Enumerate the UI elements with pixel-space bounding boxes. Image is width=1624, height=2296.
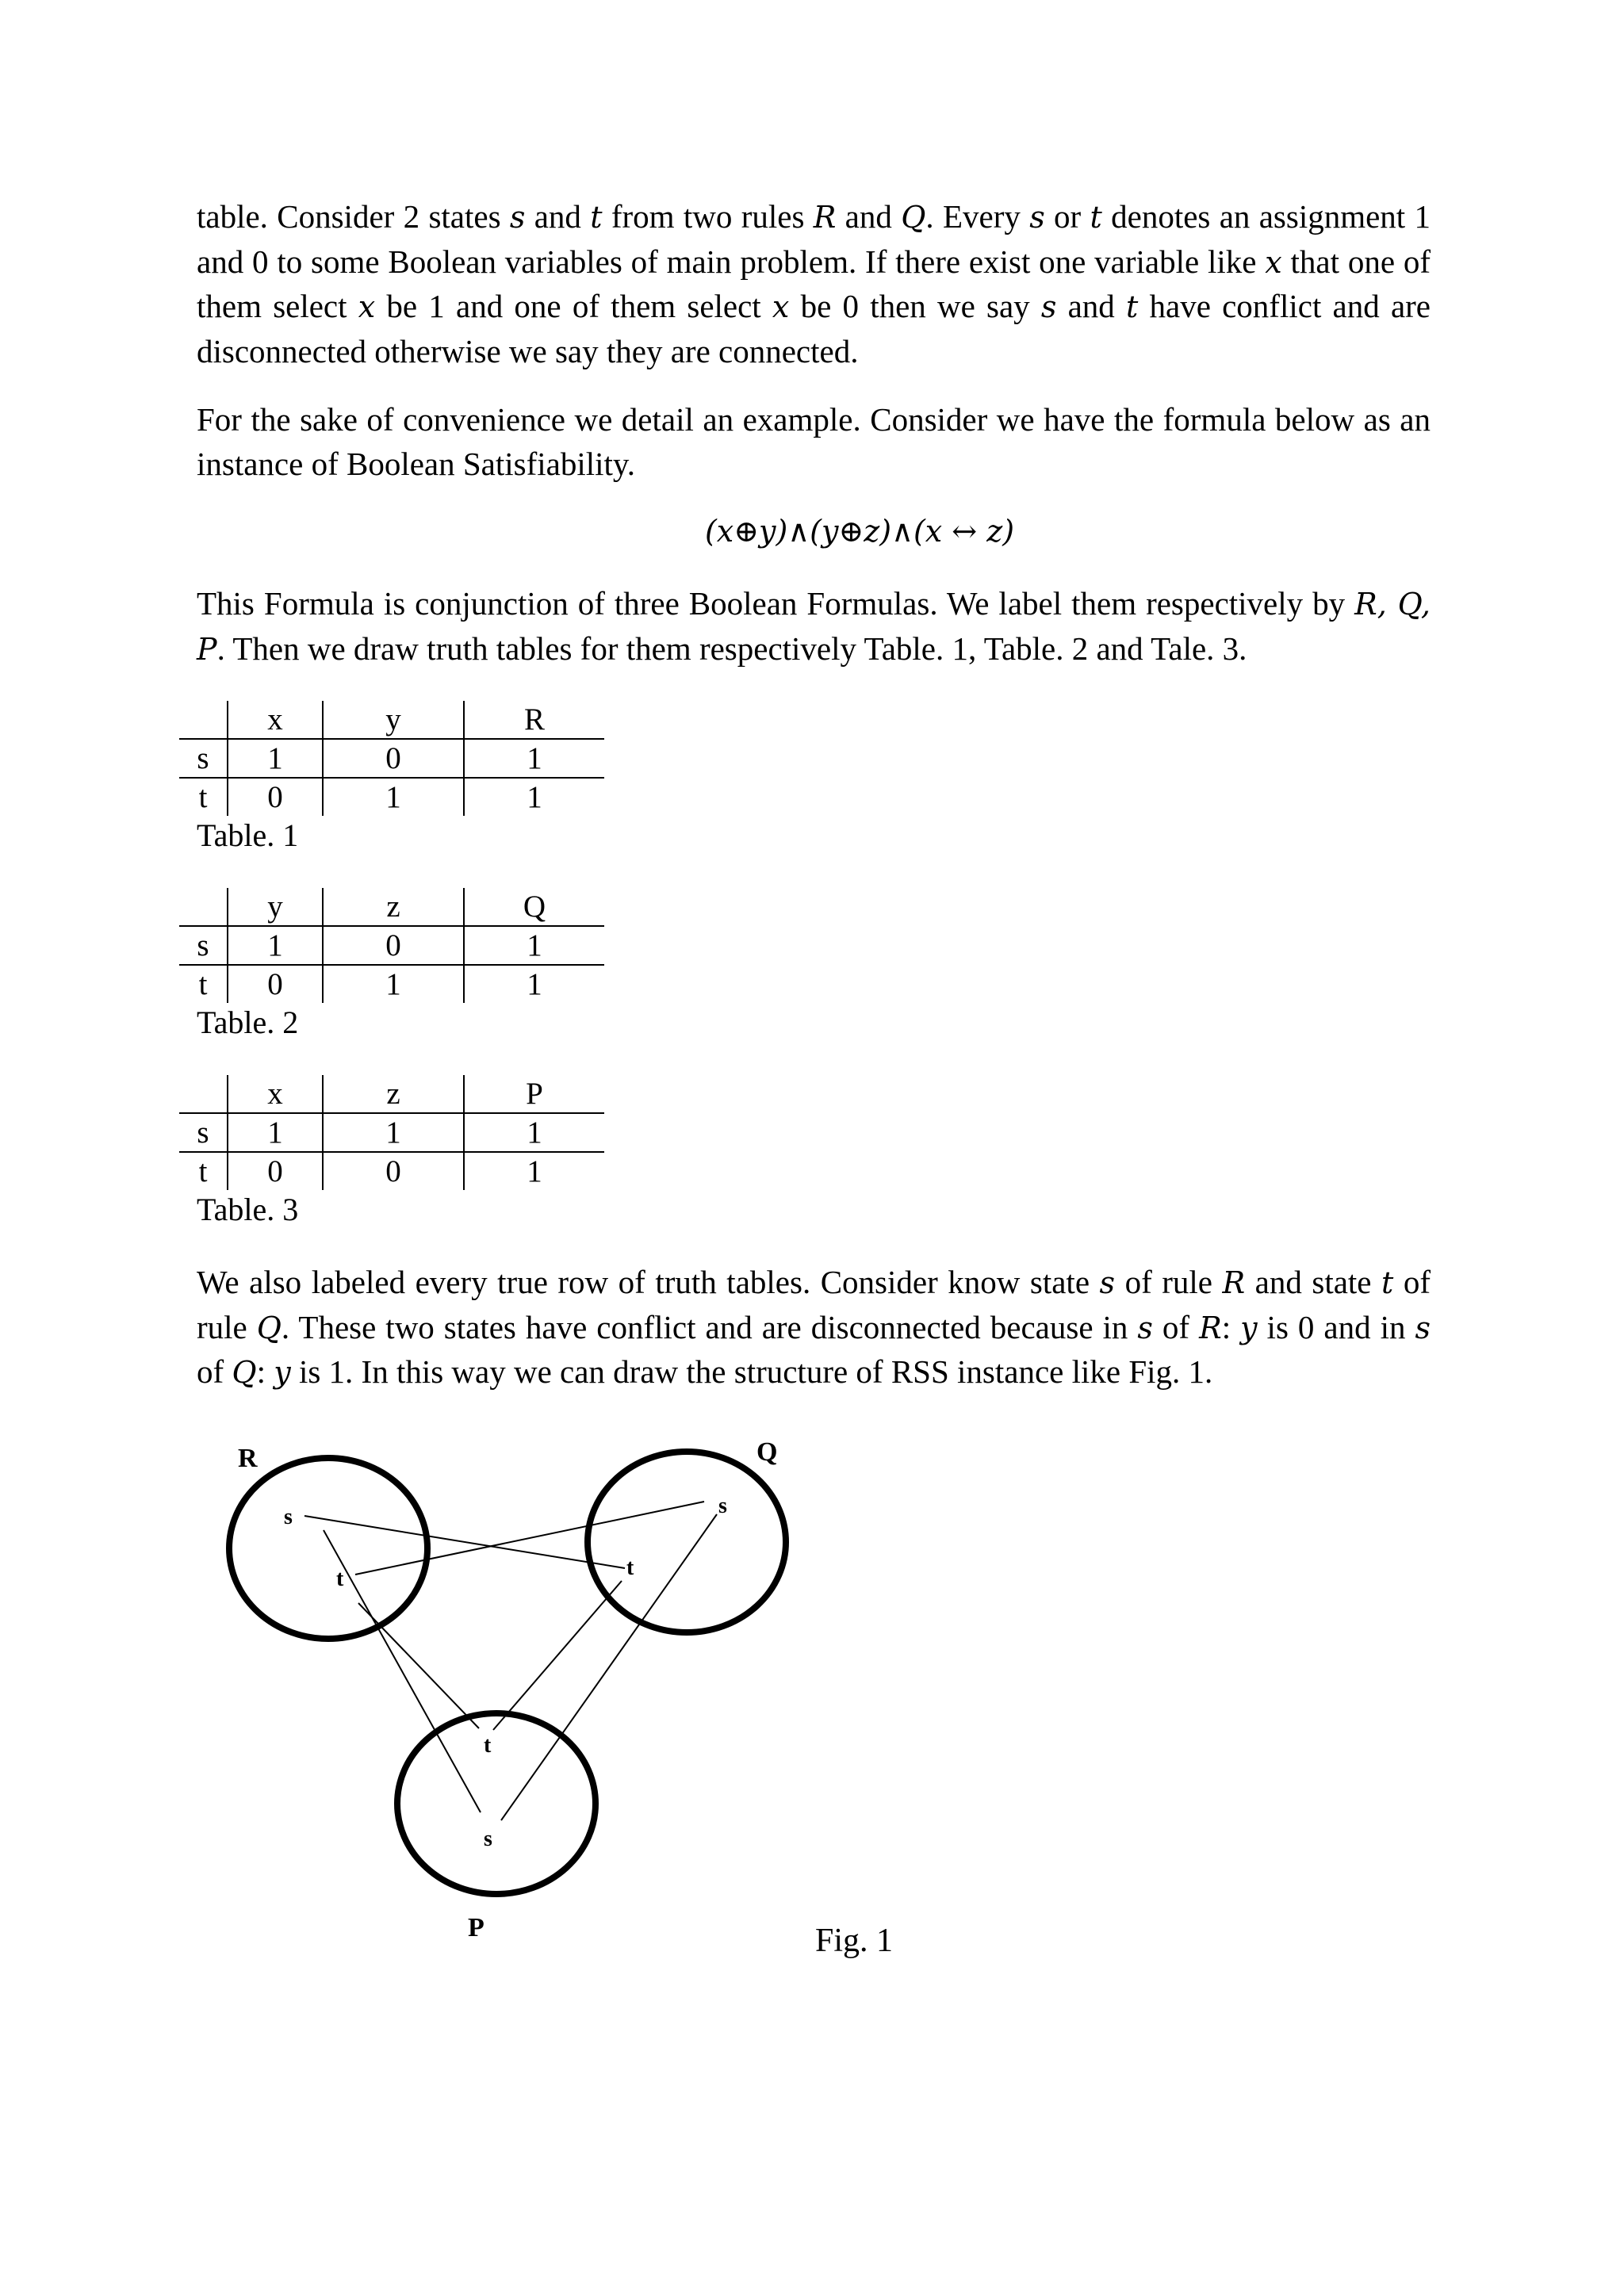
table-cell: 1 <box>323 1113 464 1152</box>
table-cell: 1 <box>527 780 542 814</box>
edge-q-s-to-p-s <box>501 1514 717 1820</box>
table-cell: z <box>323 888 464 926</box>
state-label-p-t: t <box>484 1733 492 1758</box>
table-cell: 1 <box>228 926 323 965</box>
rule-r-circle <box>229 1458 427 1639</box>
table-cell: 0 <box>323 1152 464 1190</box>
edge-r-s-to-q-t <box>304 1516 625 1568</box>
table-cell: 0 <box>228 778 323 816</box>
formula: (x⊕y)∧(y⊕z)∧(x ↔ z) <box>704 514 1015 549</box>
table-cell: 0 <box>228 965 323 1003</box>
rule-label-q: Q <box>756 1437 778 1467</box>
state-label-r-s: s <box>284 1505 293 1529</box>
table-cell: x <box>228 1075 323 1113</box>
edge-r-t-to-q-s <box>355 1502 704 1575</box>
table-cell: 1 <box>323 965 464 1003</box>
table-cell: 1 <box>527 1154 542 1188</box>
state-label-q-s: s <box>718 1494 727 1518</box>
table-cell: t <box>179 778 228 816</box>
rule-p-circle <box>397 1713 596 1894</box>
table-cell: z <box>323 1075 464 1113</box>
table-cell: y <box>323 701 464 739</box>
table-cell: s <box>179 739 228 778</box>
table-cell: 1 <box>464 926 604 965</box>
rule-q-circle <box>588 1452 786 1632</box>
paragraph-2: For the sake of convenience we detail an example. Consider we have the formula below as an instance of Boolean Satisfiability. <box>197 401 1431 482</box>
table-cell: 0 <box>228 1152 323 1190</box>
table-cell: 1 <box>464 1113 604 1152</box>
state-label-p-s: s <box>484 1827 492 1851</box>
table-cell: t <box>179 1152 228 1190</box>
table-cell: 1 <box>228 739 323 778</box>
paragraph-3: This Formula is conjunction of three Boolean Formulas. We label them respectively by R, Q, P. Then we draw truth tables for them respectively Table. 1, Table. 2 and Tale. 3. <box>197 585 1431 667</box>
table-cell: 1 <box>323 778 464 816</box>
table-cell: 0 <box>323 926 464 965</box>
table-caption-3: Table. 3 <box>197 1192 299 1227</box>
table-cell: 0 <box>323 739 464 778</box>
rule-label-p: P <box>468 1913 485 1942</box>
paragraph-4: We also labeled every true row of truth tables. Consider know state s of rule R and state t of rule Q. These two states have conflict and are disconnected because in s of R: y is 0 and in s of Q: y is 1. In this way we can draw the structure of RSS instance like Fig. 1. <box>197 1264 1431 1390</box>
table-caption-2: Table. 2 <box>197 1004 299 1040</box>
table-cell: R <box>464 701 604 739</box>
edge-q-t-to-p-t <box>493 1581 622 1730</box>
table-cell: 1 <box>464 739 604 778</box>
table-cell: 1 <box>527 967 542 1001</box>
state-label-r-t: t <box>336 1567 344 1591</box>
table-cell: y <box>228 888 323 926</box>
table-cell: s <box>179 926 228 965</box>
figure-caption: Fig. 1 <box>815 1923 894 1959</box>
table-caption-1: Table. 1 <box>197 817 299 853</box>
table-cell: P <box>464 1075 604 1113</box>
paragraph-1: table. Consider 2 states s and t from two rules R and Q. Every s or t denotes an assignment 1 and 0 to some Boolean variables of main problem. If there exist one variable like x that one of them select x be 1 and one of them select x be 0 then we say s and t have conflict and are disconnected otherwise we say they are connected. <box>197 198 1431 369</box>
table-cell: Q <box>464 888 604 926</box>
table-cell: 1 <box>228 1113 323 1152</box>
rule-label-r: R <box>238 1444 258 1473</box>
edge-r-t-to-p-t <box>358 1603 479 1728</box>
state-label-q-t: t <box>626 1556 634 1580</box>
table-cell: s <box>179 1113 228 1152</box>
table-cell: x <box>228 701 323 739</box>
table-cell: t <box>179 965 228 1003</box>
